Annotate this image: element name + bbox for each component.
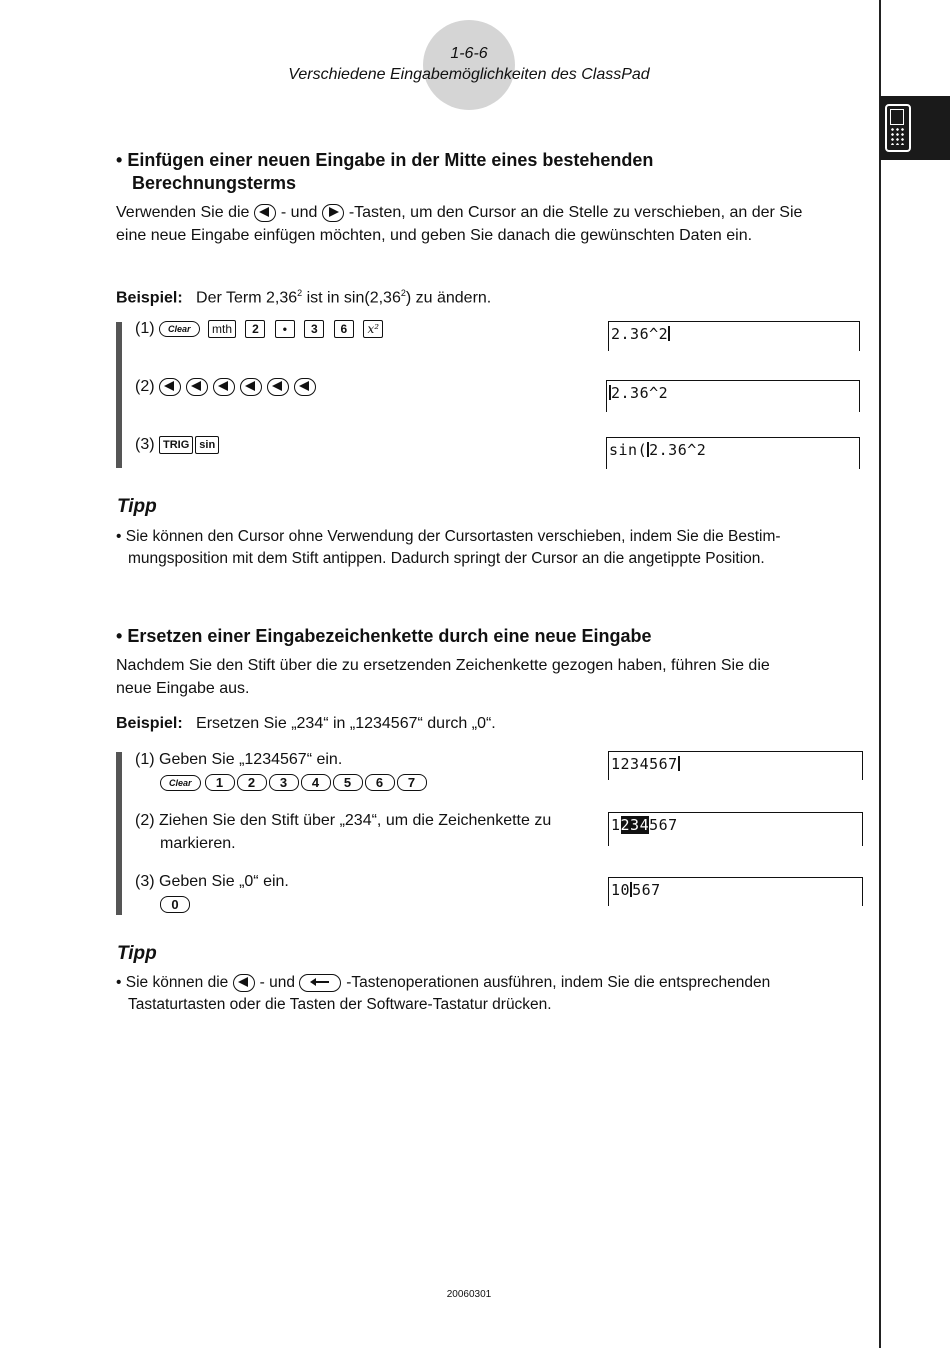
- key-5: 5: [333, 774, 363, 791]
- screen-s2-step3: 10 567: [608, 877, 863, 906]
- clear-key: Clear: [159, 321, 200, 337]
- calculator-icon: [885, 104, 911, 152]
- left-arrow-key-icon: [294, 378, 316, 396]
- left-arrow-key-icon: [240, 378, 262, 396]
- screen-step3: sin( 2.36^2: [606, 437, 860, 469]
- step2-row: (2): [135, 375, 321, 398]
- key-3: 3: [269, 774, 299, 791]
- screen-s2-step1: 1234567: [608, 751, 863, 780]
- key-4: 4: [301, 774, 331, 791]
- key-0: 0: [160, 896, 190, 913]
- steps-bar: [116, 752, 122, 915]
- key-x-squared: 𝑥²: [363, 320, 383, 338]
- left-arrow-key-icon: [233, 974, 255, 992]
- key-3: 3: [304, 320, 324, 338]
- left-arrow-key-icon: [213, 378, 235, 396]
- section1-body: Verwenden Sie die - und -Tasten, um den Cursor an die Stelle zu verschieben, an der Sie eine neue Eingabe einfügen möchten, und geben Sie danach die gewünschten Daten ein.: [116, 204, 803, 244]
- key-1: 1: [205, 774, 235, 791]
- right-arrow-key-icon: [322, 204, 344, 222]
- s2-step1-row: (1) Geben Sie „1234567“ ein. Clear 1 2 3 4 5 6 7: [135, 748, 429, 794]
- s2-step2-row: (2) Ziehen Sie den Stift über „234“, um die Zeichenkette zu markieren.: [135, 812, 552, 852]
- selected-text: 234: [620, 816, 650, 834]
- screen-step1: 2.36^2: [608, 321, 860, 351]
- section2-heading: • Ersetzen einer Eingabezeichenkette durch eine neue Eingabe: [116, 626, 652, 646]
- page-number: 1-6-6: [450, 45, 488, 62]
- left-arrow-key-icon: [254, 204, 276, 222]
- text-cursor: [678, 756, 680, 771]
- sin-key: sin: [195, 436, 219, 454]
- key-2: 2: [237, 774, 267, 791]
- trig-key: TRIG: [159, 436, 193, 454]
- key-dot: •: [275, 320, 295, 338]
- tip2-text: • Sie können die - und -Tastenoperationen ausführen, indem Sie die entsprechenden Tastaturtasten oder die Tasten der Software-Tastatur drücken.: [116, 974, 771, 1013]
- s2-step3-row: (3) Geben Sie „0“ ein. 0: [135, 873, 289, 913]
- section2-body: Nachdem Sie den Stift über die zu ersetzenden Zeichenkette gezogen haben, führen Sie die neue Eingabe aus.: [116, 657, 770, 697]
- key-6: 6: [365, 774, 395, 791]
- screen-step2: 2.36^2: [606, 380, 860, 412]
- tip2-title: Tipp: [117, 943, 157, 964]
- backspace-key-icon: [299, 974, 341, 992]
- text-cursor: [668, 326, 670, 341]
- header-circle: [423, 20, 515, 110]
- key-2: 2: [245, 320, 265, 338]
- section1-example: Beispiel: Der Term 2,36$^2$ ist in sin(2,36$^2$) zu ändern.: [116, 288, 492, 307]
- key-7: 7: [397, 774, 427, 791]
- left-arrow-key-icon: [267, 378, 289, 396]
- step1-row: (1) Clear mth 2 • 3 6 𝑥²: [135, 317, 388, 340]
- section1-heading: • Einfügen einer neuen Eingabe in der Mitte eines bestehenden Berechnungsterms: [116, 150, 654, 193]
- right-margin-rule: [879, 0, 881, 1348]
- key-6: 6: [334, 320, 354, 338]
- left-arrow-key-icon: [159, 378, 181, 396]
- footer-code: 20060301: [446, 1289, 492, 1300]
- step3-row: (3) TRIG sin: [135, 433, 224, 456]
- left-arrow-key-icon: [186, 378, 208, 396]
- chapter-title: Verschiedene Eingabemöglichkeiten des ClassPad: [288, 66, 650, 83]
- tip1-title: Tipp: [117, 496, 157, 517]
- section2-example: Beispiel: Ersetzen Sie „234“ in „1234567“ durch „0“.: [116, 715, 496, 732]
- clear-key: Clear: [160, 775, 201, 791]
- screen-s2-step2: 1234567: [608, 812, 863, 846]
- tip1-text: • Sie können den Cursor ohne Verwendung der Cursortasten verschieben, indem Sie die Bestim- mungsposition mit dem Stift antippen. Dadurch springt der Cursor an die angetippte Position.: [116, 528, 781, 567]
- mth-key: mth: [208, 320, 236, 338]
- steps-bar: [116, 322, 122, 468]
